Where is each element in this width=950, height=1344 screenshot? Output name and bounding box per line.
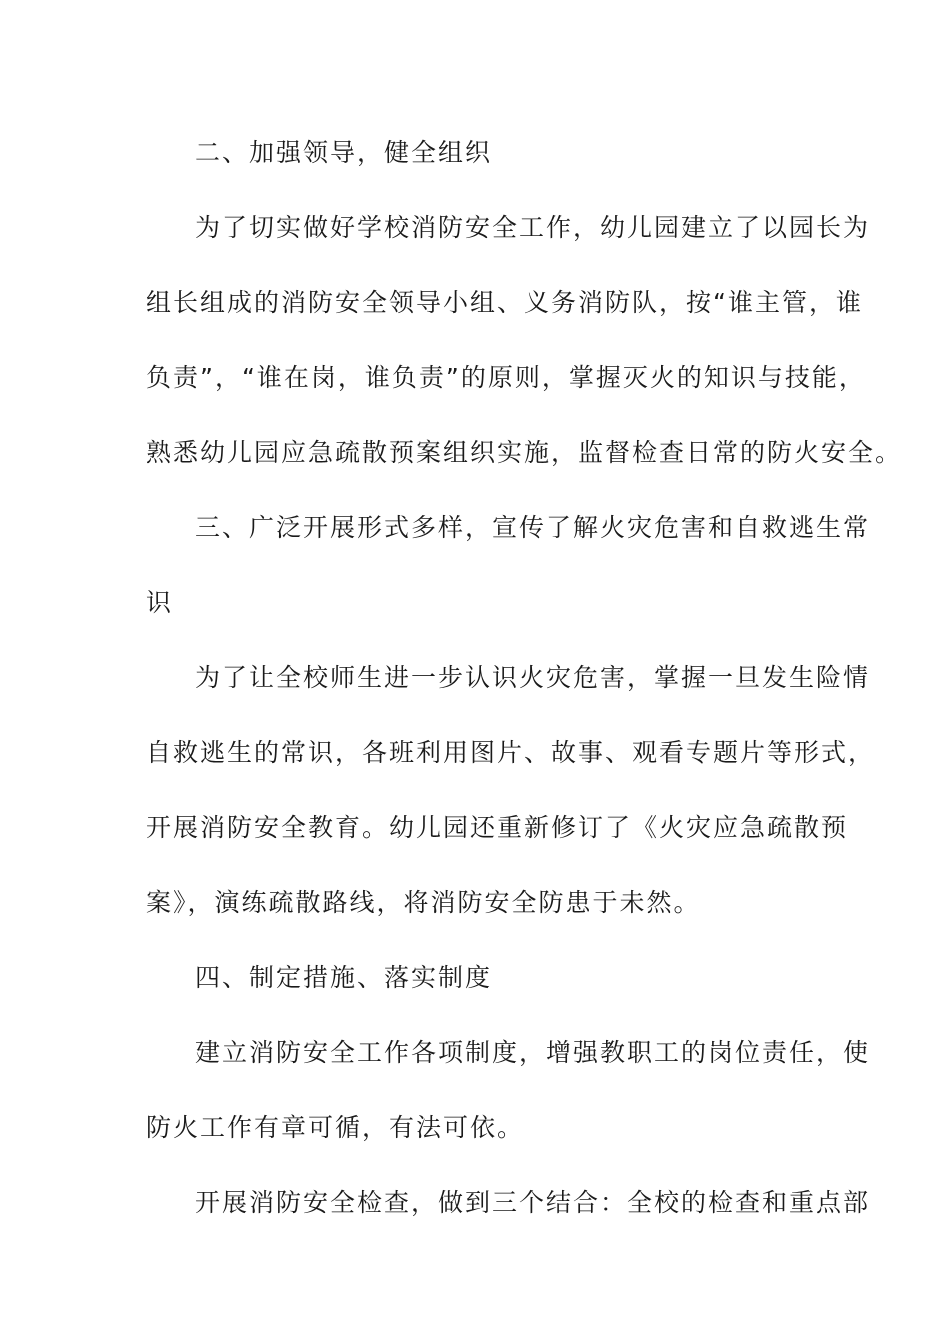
paragraph-line: 负责”，“谁在岗，谁负责”的原则，掌握灭火的知识与技能，	[146, 363, 866, 392]
paragraph-line: 自救逃生的常识，各班利用图片、故事、观看专题片等形式，	[146, 738, 876, 767]
heading-section-2: 二、加强领导，健全组织	[195, 138, 493, 167]
paragraph-line: 为了让全校师生进一步认识火灾危害，掌握一旦发生险情	[195, 663, 871, 692]
heading-section-4: 四、制定措施、落实制度	[195, 963, 493, 992]
paragraph-line: 防火工作有章可循，有法可依。	[146, 1113, 525, 1142]
paragraph-line: 开展消防安全教育。幼儿园还重新修订了《火灾应急疏散预	[146, 813, 849, 842]
paragraph-line: 为了切实做好学校消防安全工作，幼儿园建立了以园长为	[195, 213, 871, 242]
heading-section-3-cont: 识	[146, 588, 174, 617]
heading-section-3: 三、广泛开展形式多样，宣传了解火灾危害和自救逃生常	[195, 513, 871, 542]
paragraph-line: 案》，演练疏散路线，将消防安全防患于未然。	[146, 888, 701, 917]
paragraph-line: 组长组成的消防安全领导小组、义务消防队，按“谁主管，谁	[146, 288, 863, 317]
paragraph-line: 熟悉幼儿园应急疏散预案组织实施，监督检查日常的防火安全。	[146, 438, 903, 467]
paragraph-line: 建立消防安全工作各项制度，增强教职工的岗位责任，使	[195, 1038, 871, 1067]
paragraph-line: 开展消防安全检查，做到三个结合：全校的检查和重点部	[195, 1188, 871, 1217]
